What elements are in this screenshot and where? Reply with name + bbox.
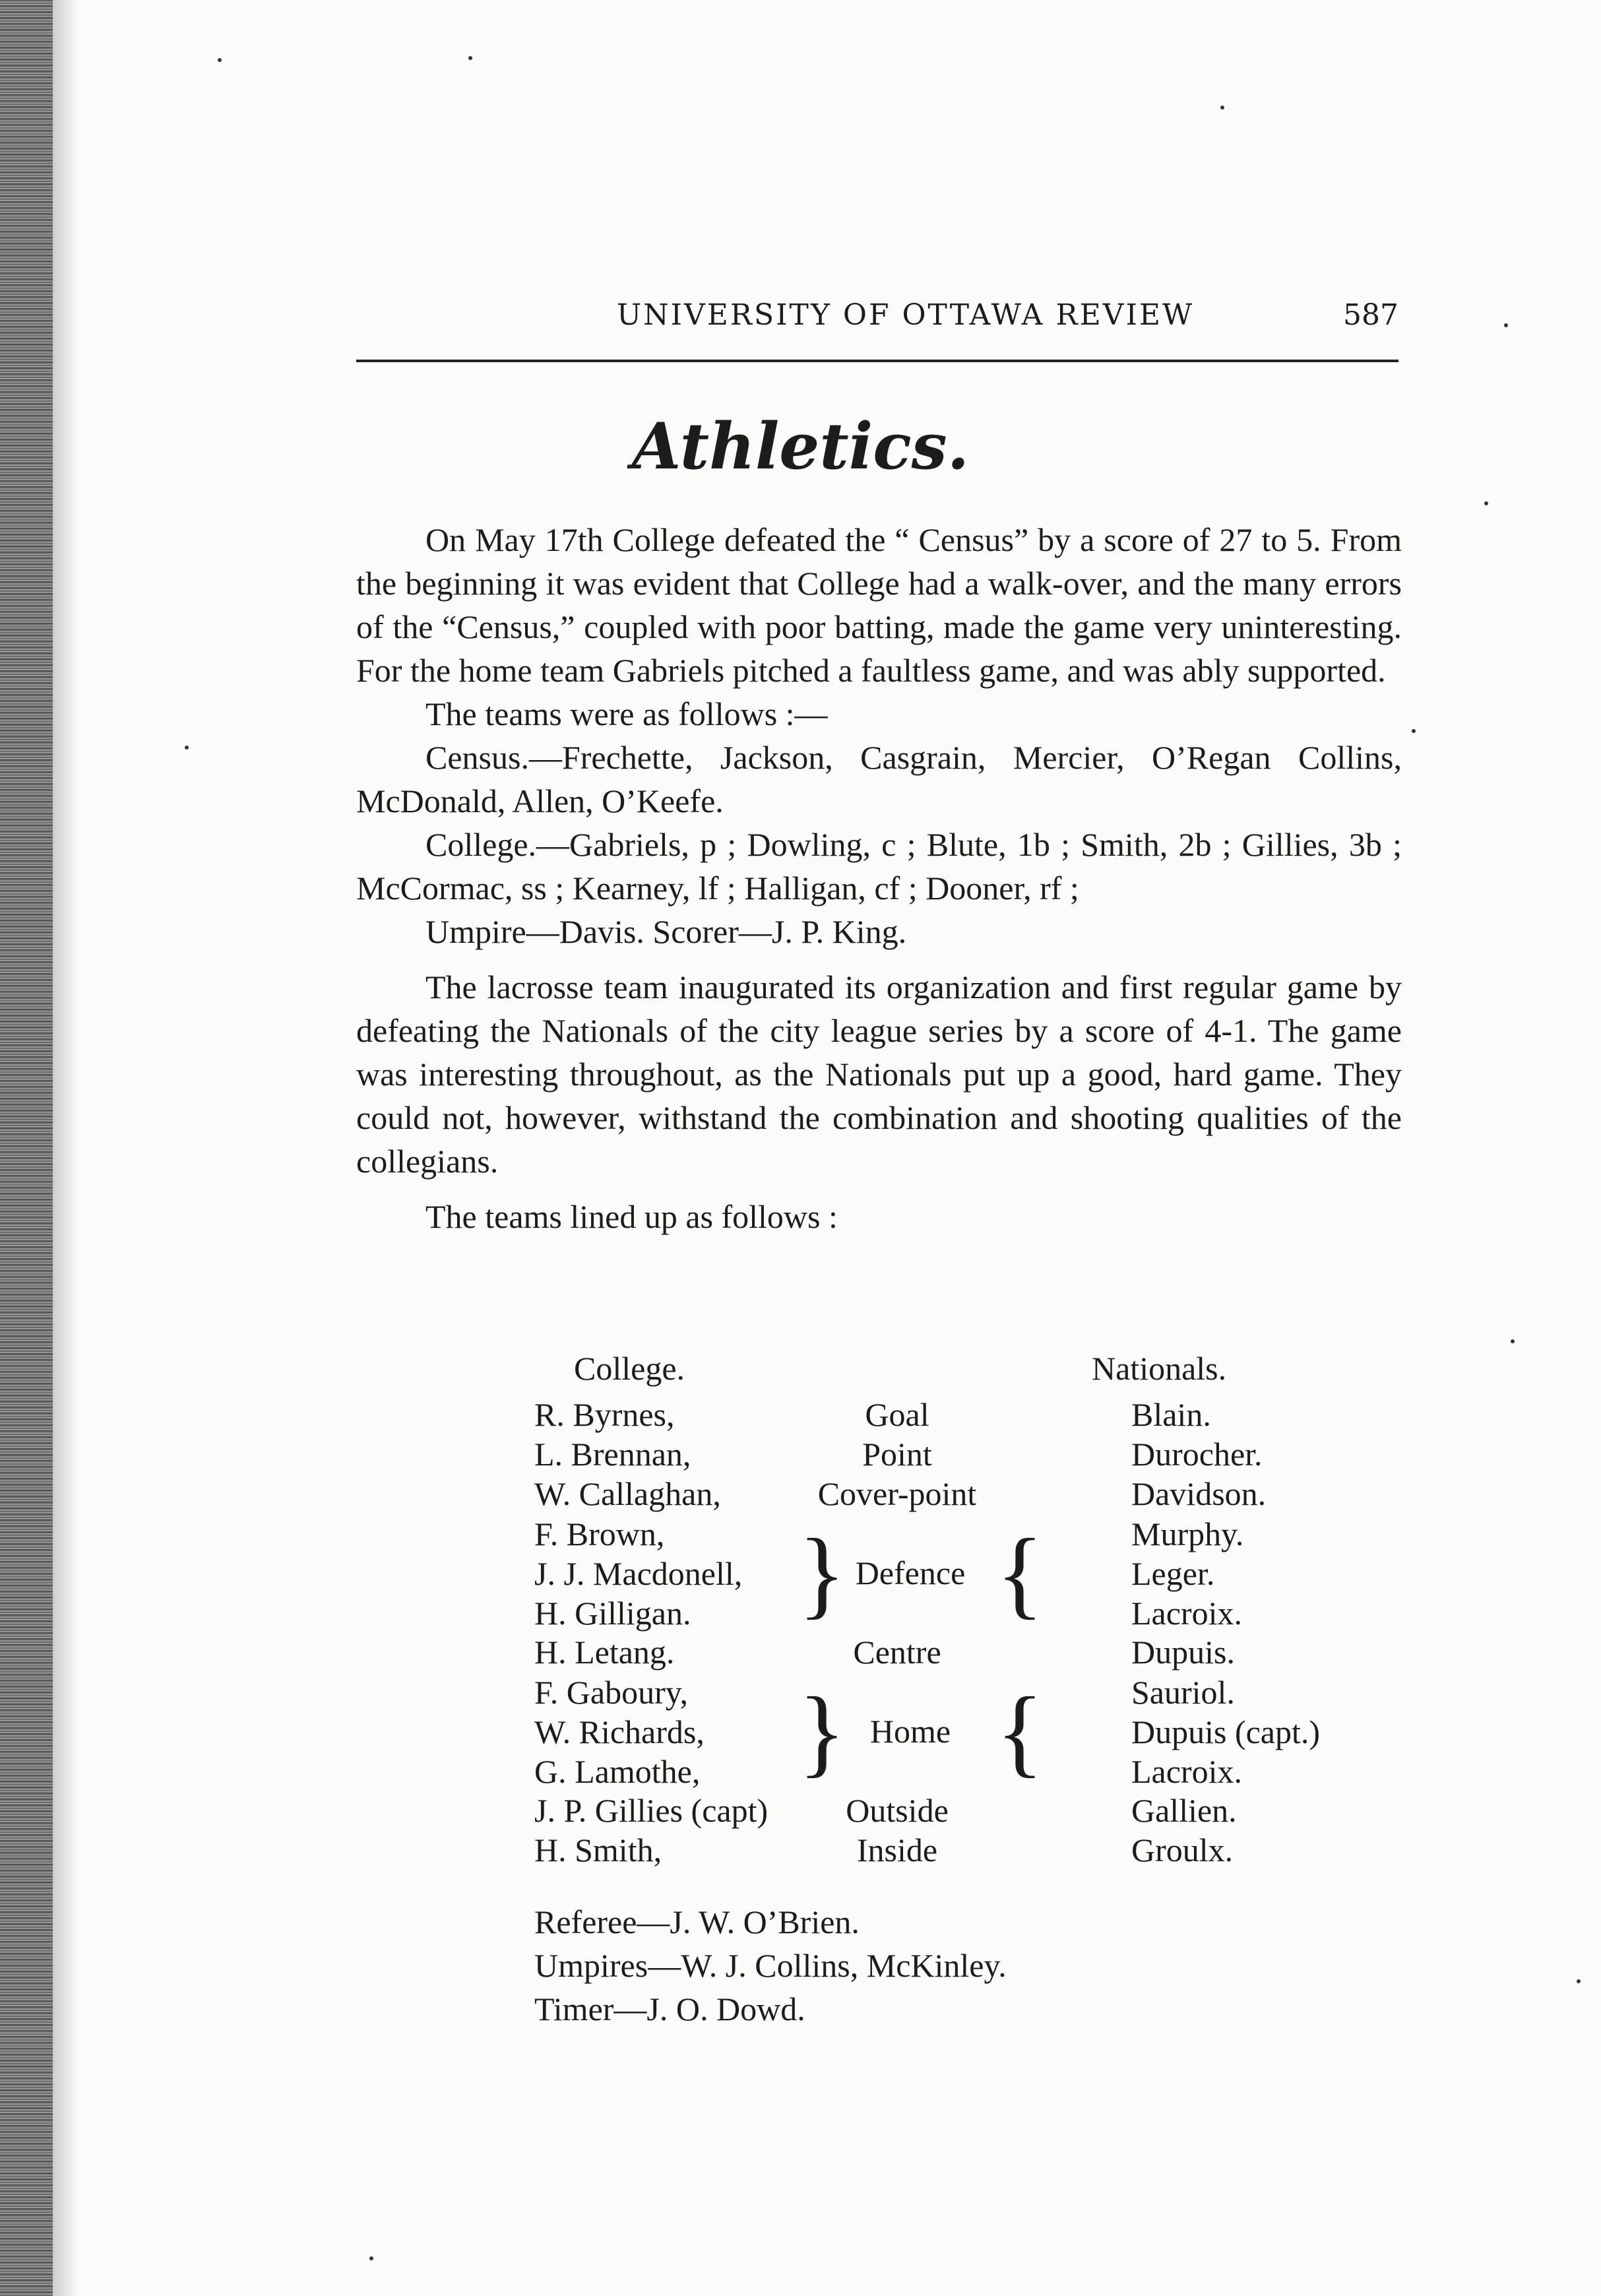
print-speck <box>1484 501 1488 505</box>
paragraph: On May 17th College defeated the “ Census” by a score of 27 to 5. From the beginning it was evident that College had a walk-over, and the many errors of the “Census,” coupled with poor batting, made the game very uninteresting. For the home team Gabriels pitched a faultless game, and was ably supported. <box>356 521 1402 689</box>
section-title: Athletics. <box>631 409 970 484</box>
nationals-player: Gallien. <box>1131 1792 1237 1829</box>
lineup-row <box>534 1831 1326 1870</box>
print-speck <box>1577 1979 1581 1983</box>
page-number: 587 <box>1343 298 1398 332</box>
nationals-players <box>1131 1673 1320 1791</box>
college-player: J. J. Macdonell, <box>534 1555 743 1592</box>
lacrosse-lineup <box>534 1349 1326 1870</box>
print-speck <box>468 56 472 60</box>
print-speck <box>185 746 189 749</box>
running-title: UNIVERSITY OF OTTAWA REVIEW <box>617 298 1195 332</box>
official-line: Timer—J. O. Dowd. <box>534 1991 805 2027</box>
college-player: W. Richards, <box>534 1713 705 1750</box>
print-speck <box>1504 323 1508 327</box>
nationals-player: Groulx. <box>1131 1832 1234 1868</box>
college-player: L. Brennan, <box>534 1436 691 1473</box>
position: Point <box>862 1436 932 1473</box>
nationals-player: Lacroix. <box>1131 1595 1242 1632</box>
paragraph: The lacrosse team inaugurated its organization and first regular game by defeating the Nationals of the city league series by a score of 4-1. The game was interesting throughout, as the Nationals put up a good, hard game. They could not, however, withstand the combination and shooting qualities of the collegians. <box>356 969 1402 1180</box>
right-brace-glyph: } <box>798 1519 846 1628</box>
header-rule <box>356 360 1398 362</box>
college-player: H. Letang. <box>534 1634 675 1671</box>
paragraph: College.—Gabriels, p ; Dowling, c ; Blute, 1b ; Smith, 2b ; Gillies, 3b ; McCormac, ss ; Kearney, lf ; Halligan, cf ; Dooner, rf ; <box>356 826 1402 907</box>
print-speck <box>1511 1339 1515 1343</box>
official-line: Referee—J. W. O’Brien. <box>534 1903 860 1940</box>
lineup-group-home <box>534 1673 1326 1791</box>
nationals-player: Sauriol. <box>1131 1674 1235 1711</box>
college-player: F. Brown, <box>534 1515 665 1552</box>
print-speck <box>1412 729 1416 733</box>
article-body <box>356 518 1402 1238</box>
lineup-group-defence <box>534 1514 1326 1633</box>
paragraph: Census.—Frechette, Jackson, Casgrain, Mercier, O’Regan Collins, McDonald, Allen, O’Keefe. <box>356 739 1402 819</box>
left-brace-glyph: { <box>996 1677 1044 1787</box>
left-brace-glyph: { <box>996 1519 1044 1628</box>
position: Inside <box>856 1832 938 1868</box>
nationals-player: Leger. <box>1131 1555 1215 1592</box>
college-players <box>534 1514 742 1633</box>
nationals-players <box>1131 1514 1243 1633</box>
print-speck <box>1220 106 1224 110</box>
position: Centre <box>853 1634 941 1671</box>
nationals-player: Murphy. <box>1131 1515 1244 1552</box>
college-player: J. P. Gillies (capt) <box>534 1792 769 1829</box>
college-player: G. Lamothe, <box>534 1753 701 1790</box>
college-players <box>534 1673 705 1791</box>
running-header <box>356 298 1398 344</box>
college-player: R. Byrnes, <box>534 1396 675 1433</box>
lineup-row <box>534 1791 1326 1831</box>
lineup-header <box>534 1349 1326 1395</box>
paragraph: The teams lined up as follows : <box>425 1198 838 1235</box>
college-player: H. Smith, <box>534 1832 662 1868</box>
college-player: F. Gaboury, <box>534 1674 689 1711</box>
nationals-player: Davidson. <box>1131 1475 1267 1512</box>
paragraph: Umpire—Davis. Scorer—J. P. King. <box>425 913 907 950</box>
column-header-college: College. <box>574 1350 685 1387</box>
nationals-player: Lacroix. <box>1131 1753 1242 1790</box>
lineup-row <box>534 1633 1326 1673</box>
page-binding-edge <box>0 0 53 2296</box>
college-player: W. Callaghan, <box>534 1475 721 1512</box>
lineup-row <box>534 1435 1326 1475</box>
paragraph: The teams were as follows :— <box>425 695 828 732</box>
college-player: H. Gilligan. <box>534 1595 691 1632</box>
position: Outside <box>846 1792 949 1829</box>
right-brace-glyph: } <box>798 1677 846 1787</box>
print-speck <box>218 58 222 62</box>
print-speck <box>369 2256 373 2260</box>
position: Home <box>869 1713 951 1750</box>
nationals-player: Durocher. <box>1131 1436 1263 1473</box>
nationals-player: Dupuis (capt.) <box>1131 1713 1321 1750</box>
lineup-row <box>534 1395 1326 1435</box>
position: Goal <box>865 1396 929 1433</box>
nationals-player: Blain. <box>1131 1396 1211 1433</box>
official-line: Umpires—W. J. Collins, McKinley. <box>534 1947 1007 1984</box>
position: Cover-point <box>817 1475 977 1512</box>
match-officials <box>534 1900 1007 2031</box>
column-header-nationals: Nationals. <box>1092 1350 1227 1387</box>
lineup-row <box>534 1475 1326 1514</box>
nationals-player: Dupuis. <box>1131 1634 1235 1671</box>
position: Defence <box>855 1554 966 1591</box>
